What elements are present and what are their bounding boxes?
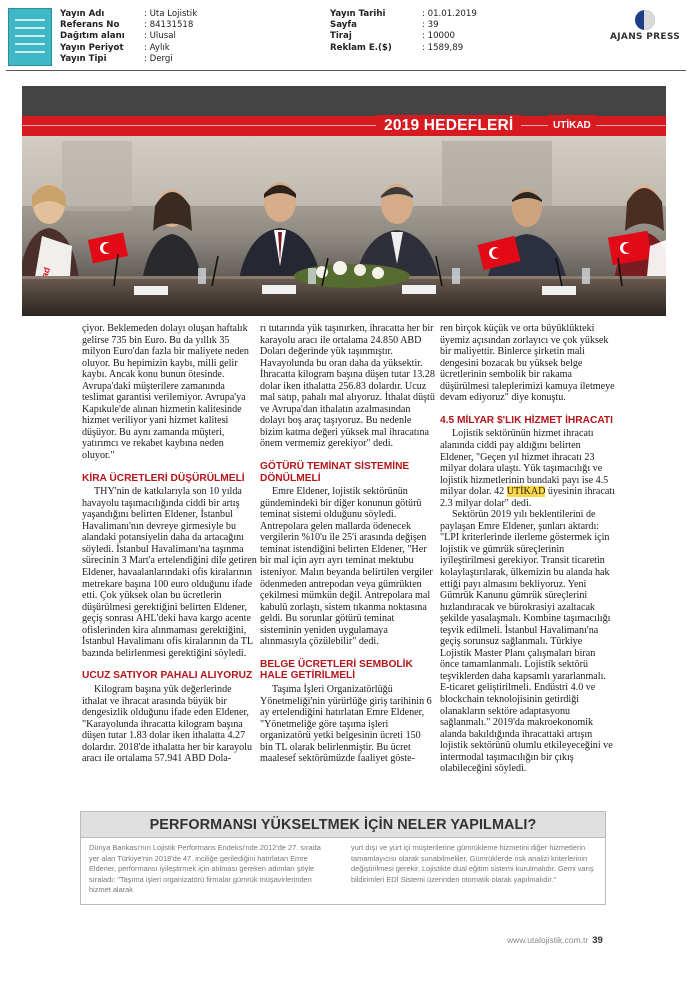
paragraph: Emre Eldener, lojistik sektörünün gündemindeki bir diğer konunun götürü teminat sistemi olduğunu söyledi. Antrepolara gelen mallarda ödenecek vergilerin %10'u ile 25'i arasında değişen teminat istendiğini belirten Eldener, "Her bir mal için ayrı ayrı teminat mektubu isteniyor. Malın beyanda belirtilen vergiler ödenmeden antrepodan veya gümrükten çekilmesi mümkün değil. Antrepolara mal kabulü zorlaştı, sistem tıkanma noktasına geldi. Bu sorunlar götürü teminat sisteminin yeniden uygulamaya alınmasıyla çözülebilir" dedi. <box>260 486 433 648</box>
page-footer <box>507 935 603 946</box>
clipping-meta-right <box>330 9 477 54</box>
meta-row: Yayın Tarihi : 01.01.2019 <box>330 9 477 19</box>
paragraph: çiyor. Beklemeden dolayı oluşan haftalık gelirse 735 bin Euro. Bu da yıllık 35 milyon Euro'dan fazla bir maliyete neden oluyor. Bu hepimizin kaybı, milli gelir kaybı. Ancak konu bunun ötesinde. Avrupa'daki müşterilere zamanında teslimat garantisi verilemiyor. Avrupa'ya Kapıkule'de alınan hizmetin kalitesinde hizmet veriliyor yani hizmet kalitesi düşüyor. Bu aynı zamanda müşteri, yatırımcı ve rekabet kaybına neden oluyor." <box>82 323 249 462</box>
clipping-thumbnail <box>8 8 52 66</box>
performance-box <box>80 811 606 905</box>
article-column-1 <box>82 323 257 765</box>
footer-url: www.utalojistik.com.tr <box>507 935 589 945</box>
subheading: BELGE ÜCRETLERİ SEMBOLİK HALE GETİRİLMELİ <box>260 658 413 682</box>
header-divider <box>6 70 686 71</box>
subheading: UCUZ SATIYOR PAHALI ALIYORUZ <box>82 670 253 682</box>
meta-row: Reklam E.($) : 1589,89 <box>330 42 464 53</box>
banner-dark-band <box>22 86 666 116</box>
article-column-3 <box>440 323 615 775</box>
highlighted-utikad: UTİKAD <box>506 486 546 498</box>
meta-row: Dağıtım alanı : Ulusal <box>60 31 176 42</box>
paragraph: Lojistik sektörünün hizmet ihracatı alanında ciddi pay aldığını belirten Eldener, "Geçen yıl hizmet ihracatı 23 milyar dolara ulaştı. Yük taşımacılığı ve lojistik hizmetlerinin bundaki payı ise 4.5 milyar dolar. 42 UTİKAD üyesinin ihracatı 2.3 milyar dolar" dedi. <box>440 428 615 509</box>
meta-row: Yayın Adı : Uta Lojistik <box>60 9 198 19</box>
page-number: 39 <box>592 935 603 946</box>
subheading: 4.5 MİLYAR $'LIK HİZMET İHRACATI <box>440 414 613 426</box>
ajans-press-logo: AJANS PRESS <box>606 10 684 42</box>
logo-globe-icon <box>635 10 655 30</box>
meta-row: Yayın Tipi : Dergi <box>60 53 173 64</box>
meta-row: Referans No : 84131518 <box>60 20 194 31</box>
paragraph: ren birçok küçük ve orta büyüklükteki üyemiz açısından zorlayıcı ve çok yüksek bir maliyettir. Binlerce şirketin mali dengesini bozacak bu yüksek belge ücretlerinin sembolik bir rakama düşürülmesi taleplerimizi kamuya iletmeye devam ediyoruz" diye konuştu. <box>440 323 615 404</box>
paragraph: rı tutarında yük taşınırken, ihracatta her bir karayolu aracı ile ortalama 24.850 ABD Doları değerinde yük taşınmıştır. Havayolunda bu oran daha da yüksektir. İhracatta kilogram başına düşen tutar 13.28 dolar iken ithalatta 256.83 dolardır. Ucuz mal satıp, pahalı mal alıyoruz. İthalat düştü ve Avrupa'dan ithalatın azalmasından dolayı boş araç taşıyoruz. Bu nedenle bizim katma değeri yüksek mal ihracatına önem vermemiz gerekiyor" dedi. <box>260 323 435 450</box>
article-column-2 <box>260 323 435 765</box>
paragraph: Sektörün 2019 yılı beklentilerini de paylaşan Emre Eldener, şunları aktardı: "LPI kriterlerinde ilerleme göstermek için lojistik ve gümrük süreçlerinin iyileştirilmesi gerekiyor. Transit ticaretin kolaylaştırılarak, ülkemizin bu alanda hak ettiği payı almasını bekliyoruz. Yeni Gümrük Kanunu gümrük süreçlerini hızlandıracak ve bürokrasiyi azaltacak şekilde yasalaşmalı. Kombine taşımacılığı teşvik edilmeli. İstanbul Havalimanı'na geçiş sorunsuz sağlanmalı. Türkiye Lojistik Master Planı çalışmaları biran önce tamamlanmalı. Lojistik sektörü teşviklerden daha kapsamlı yararlanmalı. E-ticaret geliştirilmeli. Endüstri 4.0 ve blockchain teknolojisinin getirdiği olanakların sektöre adaptasyonu sağlanmalı." 2019'da makroekonomik alanda bakıldığında ihracattaki artışın lojistik sektörünü olumlu etkileyeceğini ve intermodal taşımacılığın bir çıkış olabileceğini söyledi. <box>440 509 613 775</box>
meta-row: Tiraj : 10000 <box>330 31 455 42</box>
meta-row: Yayın Periyot : Aylık <box>60 42 170 53</box>
clipping-meta-left <box>60 9 197 65</box>
subheading: KİRA ÜCRETLERİ DÜŞÜRÜLMELİ <box>82 472 245 484</box>
section-tag: UTİKAD <box>548 115 596 137</box>
paragraph: Kilogram başına yük değerlerinde ithalat ve ihracat arasında büyük bir dengesizlik olduğunu ifade eden Eldener, "Karayolunda ihracatta kilogram başına düşen tutar 1.83 dolar iken ithalatta 4.27 dolardır. 2018'de ithalatta her bir karayolu aracı ile ortalama 57.941 ABD Dola- <box>82 683 252 765</box>
section-title: 2019 HEDEFLERİ <box>376 115 521 137</box>
press-conference-photo <box>22 136 666 316</box>
paragraph: THY'nin de katkılarıyla son 10 yılda havayolu taşımacılığında ciddi bir artış yaşandığını belirten Eldener, İstanbul Havalimanı'nın devreye girmesiyle bu alandaki potansiyelin daha da artacağını söyledi. İstanbul Havalimanı'na taşınma sürecinin 3 Mart'a ertelendiğini dile getiren Eldener, havaalanlarındaki ofis kiralarının metrekare başına 100 euro olduğunu ifade etti. Çok yüksek olan bu ücretlerin düşürülmesi gerektiğini belirten Eldener, geçiş sonrası AHL'deki hava kargo acente ofislerinden kira alınmaması gerektiğini, İstanbul Havalimanı ofis kiralarının da TL bazında belirlenmesi gerektiğini söyledi. <box>82 486 257 659</box>
subheading: GÖTÜRÜ TEMİNAT SİSTEMİNE DÖNÜLMELİ <box>260 461 410 484</box>
box-text-left: Dünya Bankası'nın Lojistik Performans Endeksi'nde 2012'de 27. sırada yer alan Türkiye'nin 2018'de 47. inciliğe gerilediğini hatırlatan Emre Eldener, performansı iyileştirmek için atılması gereken adımları şöyle sıraladı: "Taşıma işleri organizatörü firmalar gümrük müşavirlerinden hizmet alarak <box>89 843 321 895</box>
box-text-right: yurt dışı ve yurt içi müşterilerine gümrükleme hizmetini diğer hizmetlerin tamamlayıcısı olarak sunabilmeliler. Gümrüklerde risk analizi kriterlerinin değiştirilmesi gerekir. Lojistikte dual eğitim sistemi kurulmalıdır. Gemi varış bildirimleri EDİ Sistemi üzerinden otomatik olarak yapılmalıdır." <box>351 843 594 884</box>
box-title: PERFORMANSI YÜKSELTMEK İÇİN NELER YAPILMALI? <box>81 812 605 838</box>
meta-row: Sayfa : 39 <box>330 20 439 31</box>
paragraph: Taşıma İşleri Organizatörlüğü Yönetmeliği'nin yürürlüğe giriş tarihinin 6 ay ertelendiğini hatırlatan Emre Eldener, "Yönetmeliğe göre taşıma işleri organizatörü yetki belgesinin ücreti 150 bin TL olarak belirlenmiştir. Bu ücret maalesef sektörümüzde faaliyet göste- <box>260 684 432 765</box>
